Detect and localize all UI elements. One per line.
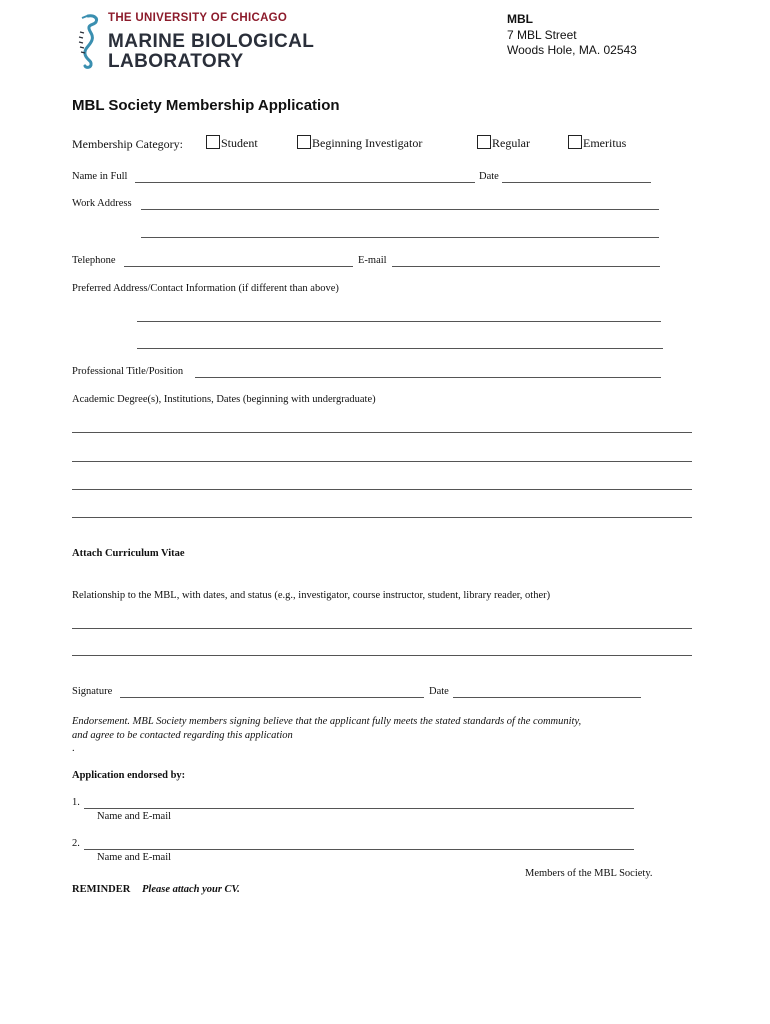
emeritus-option-label: Emeritus bbox=[583, 136, 627, 150]
endorsed-by-label: Application endorsed by: bbox=[72, 770, 186, 781]
academic-degrees-field-1[interactable] bbox=[72, 432, 692, 433]
academic-degrees-field-3[interactable] bbox=[72, 489, 692, 490]
work-address-field-2[interactable] bbox=[141, 237, 659, 238]
preferred-address-label: Preferred Address/Contact Information (if different than above) bbox=[72, 283, 339, 294]
endorsement-text-line1: Endorsement. MBL Society members signing believe that the applicant fully meets the stated standards of the community, bbox=[72, 716, 582, 727]
reminder-label: REMINDER bbox=[72, 884, 131, 895]
signature-date-label: Date bbox=[429, 686, 449, 697]
name-in-full-label: Name in Full bbox=[72, 171, 128, 182]
professional-title-label: Professional Title/Position bbox=[72, 366, 184, 377]
lab-name-line2: LABORATORY bbox=[108, 51, 244, 72]
date-field[interactable] bbox=[502, 182, 651, 183]
endorser-1-number: 1. bbox=[72, 797, 80, 808]
student-option-label: Student bbox=[221, 136, 258, 150]
endorser-2-field[interactable] bbox=[84, 849, 634, 850]
email-label: E-mail bbox=[358, 255, 387, 266]
lab-name-line1: MARINE BIOLOGICAL bbox=[108, 31, 315, 52]
membership-category-label: Membership Category: bbox=[72, 137, 183, 151]
regular-option-label: Regular bbox=[492, 136, 530, 150]
relationship-label: Relationship to the MBL, with dates, and status (e.g., investigator, course instructor, student, library reader, other) bbox=[72, 590, 551, 601]
signature-date-field[interactable] bbox=[453, 697, 641, 698]
emeritus-checkbox[interactable] bbox=[568, 135, 582, 149]
preferred-address-field-1[interactable] bbox=[137, 321, 661, 322]
address-street: 7 MBL Street bbox=[507, 28, 577, 42]
beginning-investigator-option-label: Beginning Investigator bbox=[312, 136, 423, 150]
beginning-investigator-checkbox[interactable] bbox=[297, 135, 311, 149]
regular-checkbox[interactable] bbox=[477, 135, 491, 149]
page-title: MBL Society Membership Application bbox=[72, 97, 340, 114]
endorser-1-field[interactable] bbox=[84, 808, 634, 809]
telephone-field[interactable] bbox=[124, 266, 353, 267]
name-in-full-field[interactable] bbox=[135, 182, 475, 183]
preferred-address-field-2[interactable] bbox=[137, 348, 663, 349]
endorser-1-caption: Name and E-mail bbox=[97, 811, 172, 822]
university-name: THE UNIVERSITY OF CHICAGO bbox=[108, 12, 288, 24]
student-checkbox[interactable] bbox=[206, 135, 220, 149]
date-label: Date bbox=[479, 171, 499, 182]
relationship-field-1[interactable] bbox=[72, 628, 692, 629]
email-field[interactable] bbox=[392, 266, 660, 267]
endorsement-dot: . bbox=[72, 743, 75, 754]
work-address-field-1[interactable] bbox=[141, 209, 659, 210]
academic-degrees-label: Academic Degree(s), Institutions, Dates (beginning with undergraduate) bbox=[72, 394, 376, 405]
members-note: Members of the MBL Society. bbox=[525, 868, 653, 879]
work-address-label: Work Address bbox=[72, 198, 132, 209]
address-city: Woods Hole, MA. 02543 bbox=[507, 43, 637, 57]
academic-degrees-field-4[interactable] bbox=[72, 517, 692, 518]
telephone-label: Telephone bbox=[72, 255, 116, 266]
seahorse-logo-icon bbox=[74, 12, 102, 70]
reminder-text: Please attach your CV. bbox=[142, 884, 240, 895]
professional-title-field[interactable] bbox=[195, 377, 661, 378]
signature-label: Signature bbox=[72, 686, 113, 697]
signature-field[interactable] bbox=[120, 697, 424, 698]
endorser-2-caption: Name and E-mail bbox=[97, 852, 172, 863]
academic-degrees-field-2[interactable] bbox=[72, 461, 692, 462]
attach-cv-label: Attach Curriculum Vitae bbox=[72, 548, 185, 559]
relationship-field-2[interactable] bbox=[72, 655, 692, 656]
endorsement-text-line2: and agree to be contacted regarding this application bbox=[72, 730, 293, 741]
address-org: MBL bbox=[507, 12, 533, 26]
endorser-2-number: 2. bbox=[72, 838, 80, 849]
